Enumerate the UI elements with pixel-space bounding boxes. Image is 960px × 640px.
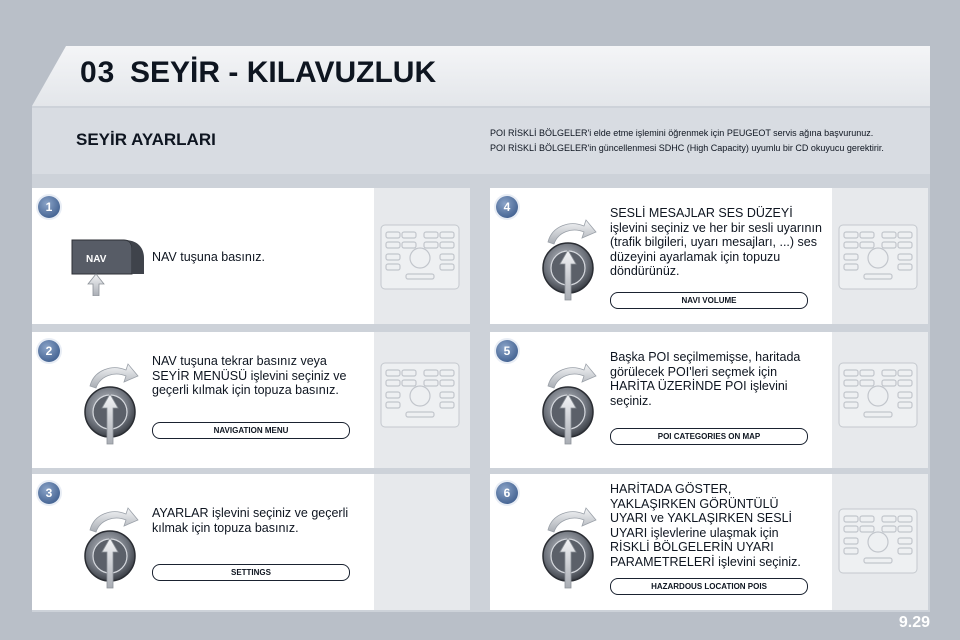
function-label: HAZARDOUS LOCATION POIS (610, 578, 808, 595)
rotary-knob-icon (534, 500, 604, 590)
section-title: SEYİR AYARLARI (76, 130, 216, 149)
step-card-3 (32, 474, 470, 610)
step-badge: 1 (38, 196, 60, 218)
radio-panel-icon (838, 508, 918, 574)
function-label: SETTINGS (152, 564, 350, 581)
rotary-knob-icon (534, 212, 604, 302)
step-text: NAV tuşuna tekrar basınız veya SEYİR MENÜSÜ işlevini seçiniz ve geçerli kılmak için topuza basınız. (152, 354, 347, 397)
svg-text:NAV: NAV (86, 254, 107, 265)
function-label: NAVIGATION MENU (152, 422, 350, 439)
notice-line: POI RİSKLİ BÖLGELER'i elde etme işlemini öğrenmek için PEUGEOT servis ağına başvurunuz. (490, 128, 874, 138)
step-card-2 (32, 332, 470, 468)
step-text: Başka POI seçilmemişse, haritada görülecek POI'leri seçmek için HARİTA ÜZERİNDE POI işlevini seçiniz. (610, 350, 801, 408)
function-label: NAVI VOLUME (610, 292, 808, 309)
step-card-4 (490, 188, 928, 324)
rotary-knob-icon (76, 356, 146, 446)
step-badge: 4 (496, 196, 518, 218)
page-number: 9.29 (898, 614, 930, 631)
rotary-knob-icon (534, 356, 604, 446)
radio-panel-icon (380, 224, 460, 290)
step-card-5 (490, 332, 928, 468)
header-notch (32, 46, 66, 106)
step-badge: 2 (38, 340, 60, 362)
rotary-knob-icon (76, 500, 146, 590)
notice (490, 126, 930, 156)
chapter-number: 03 (80, 56, 116, 89)
radio-panel-icon (838, 362, 918, 428)
step-text: SESLİ MESAJLAR SES DÜZEYİ işlevini seçiniz ve her bir sesli uyarının (trafik bilgileri, uyarı mesajları, ...) ses düzeyini ayarlamak için topuzu döndürünüz. (610, 206, 822, 278)
step-badge: 6 (496, 482, 518, 504)
step-card-6 (490, 474, 928, 610)
step-text: AYARLAR işlevini seçiniz ve geçerli kılmak için topuza basınız. (152, 506, 349, 535)
page-title: SEYİR - KILAVUZLUK (130, 56, 437, 89)
nav-button-icon (68, 234, 148, 296)
radio-panel-icon (838, 224, 918, 290)
step-badge: 5 (496, 340, 518, 362)
card-side-panel (374, 474, 470, 610)
step-text: NAV tuşuna basınız. (152, 250, 266, 264)
step-text: HARİTADA GÖSTER, YAKLAŞIRKEN GÖRÜNTÜLÜ UYARI ve YAKLAŞIRKEN SESLİ UYARI işlevlerine ulaşmak için RİSKLİ BÖLGELERİN UYARI PARAMETRELERİ işlevini seçiniz. (610, 482, 801, 569)
notice-line: POI RİSKLİ BÖLGELER'in güncellenmesi SDHC (High Capacity) uyumlu bir CD okuyucu gerektirir. (490, 143, 884, 153)
function-label: POI CATEGORIES ON MAP (610, 428, 808, 445)
radio-panel-icon (380, 362, 460, 428)
step-badge: 3 (38, 482, 60, 504)
step-card-1 (32, 188, 470, 324)
